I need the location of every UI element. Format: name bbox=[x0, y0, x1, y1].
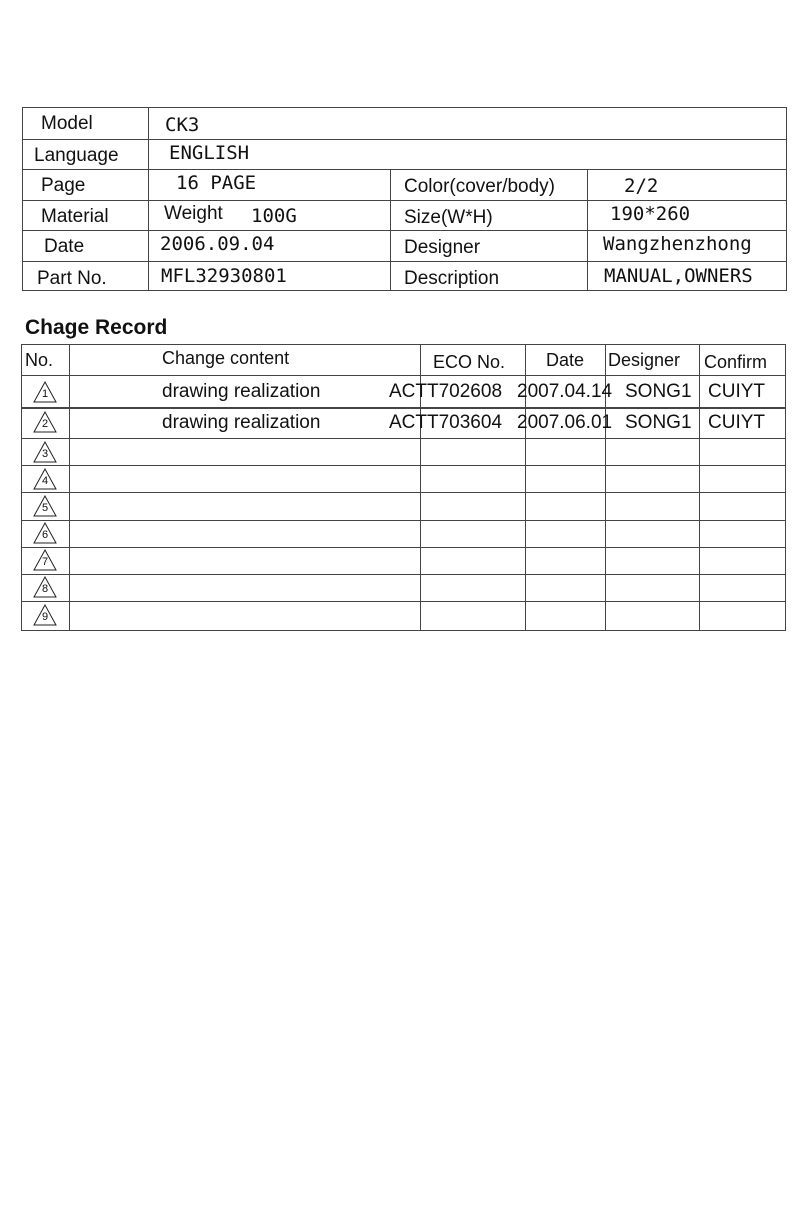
eco-number: ACTT703604 bbox=[389, 412, 503, 433]
revision-triangle-icon bbox=[33, 468, 57, 490]
revision-triangle-icon bbox=[33, 522, 57, 544]
date-label: Date bbox=[44, 236, 85, 257]
row-divider bbox=[22, 547, 785, 548]
size-label: Size(W*H) bbox=[404, 207, 493, 228]
column-divider bbox=[69, 345, 70, 631]
eco-number: ACTT702608 bbox=[389, 381, 503, 402]
color-label: Color(cover/body) bbox=[404, 176, 555, 197]
part-no-value: MFL32930801 bbox=[161, 265, 287, 287]
row-divider bbox=[23, 200, 786, 201]
header-no: No. bbox=[25, 350, 54, 370]
revision-number: 4 bbox=[41, 475, 49, 487]
description-label: Description bbox=[404, 268, 500, 289]
change-record-table bbox=[21, 344, 786, 631]
revision-number: 9 bbox=[41, 611, 49, 623]
header-change-content: Change content bbox=[162, 348, 290, 368]
row-divider bbox=[22, 407, 785, 409]
designer-label: Designer bbox=[404, 237, 481, 258]
revision-triangle-icon bbox=[33, 495, 57, 517]
header-eco-no: ECO No. bbox=[433, 352, 506, 372]
revision-number: 6 bbox=[41, 529, 49, 541]
change-designer: SONG1 bbox=[625, 381, 692, 402]
change-date: 2007.06.01 bbox=[517, 412, 613, 433]
change-date: 2007.04.14 bbox=[517, 381, 613, 402]
page-value: 16 PAGE bbox=[176, 172, 257, 194]
color-value: 2/2 bbox=[624, 175, 659, 197]
model-label: Model bbox=[41, 113, 93, 134]
revision-number: 8 bbox=[41, 583, 49, 595]
designer-value: Wangzhenzhong bbox=[603, 233, 752, 255]
row-divider bbox=[23, 169, 786, 170]
row-divider bbox=[23, 139, 786, 140]
change-content: drawing realization bbox=[162, 381, 321, 402]
revision-triangle-icon bbox=[33, 604, 57, 626]
row-divider bbox=[22, 438, 785, 439]
row-divider bbox=[23, 230, 786, 231]
header-date: Date bbox=[546, 350, 585, 370]
language-label: Language bbox=[34, 145, 119, 166]
revision-number: 7 bbox=[41, 556, 49, 568]
revision-triangle-icon bbox=[33, 441, 57, 463]
change-designer: SONG1 bbox=[625, 412, 692, 433]
column-divider bbox=[390, 169, 391, 291]
change-content: drawing realization bbox=[162, 412, 321, 433]
weight-value: 100G bbox=[251, 205, 297, 227]
weight-label: Weight bbox=[164, 203, 223, 224]
document-info-table bbox=[22, 107, 787, 291]
model-value: CK3 bbox=[165, 114, 200, 136]
header-designer: Designer bbox=[608, 350, 681, 370]
revision-number: 3 bbox=[41, 448, 49, 460]
section-heading: Chage Record bbox=[25, 316, 168, 339]
revision-number: 1 bbox=[41, 388, 49, 400]
part-no-label: Part No. bbox=[37, 268, 107, 289]
revision-number: 5 bbox=[41, 502, 49, 514]
row-divider bbox=[22, 465, 785, 466]
header-confirm: Confirm bbox=[704, 352, 768, 372]
column-divider bbox=[148, 108, 149, 291]
date-value: 2006.09.04 bbox=[160, 233, 275, 255]
column-divider bbox=[587, 169, 588, 291]
row-divider bbox=[22, 520, 785, 521]
row-divider bbox=[22, 375, 785, 376]
revision-triangle-icon bbox=[33, 411, 57, 433]
revision-triangle-icon bbox=[33, 576, 57, 598]
revision-triangle-icon bbox=[33, 549, 57, 571]
page-label: Page bbox=[41, 175, 86, 196]
row-divider bbox=[22, 492, 785, 493]
revision-number: 2 bbox=[41, 418, 49, 430]
language-value: ENGLISH bbox=[169, 142, 250, 164]
change-confirm: CUIYT bbox=[708, 381, 765, 402]
size-value: 190*260 bbox=[610, 203, 691, 225]
change-confirm: CUIYT bbox=[708, 412, 765, 433]
row-divider bbox=[23, 261, 786, 262]
column-divider bbox=[699, 345, 700, 631]
material-label: Material bbox=[41, 206, 109, 227]
row-divider bbox=[22, 574, 785, 575]
row-divider bbox=[22, 601, 785, 602]
revision-triangle-icon bbox=[33, 381, 57, 403]
description-value: MANUAL,OWNERS bbox=[604, 265, 753, 287]
